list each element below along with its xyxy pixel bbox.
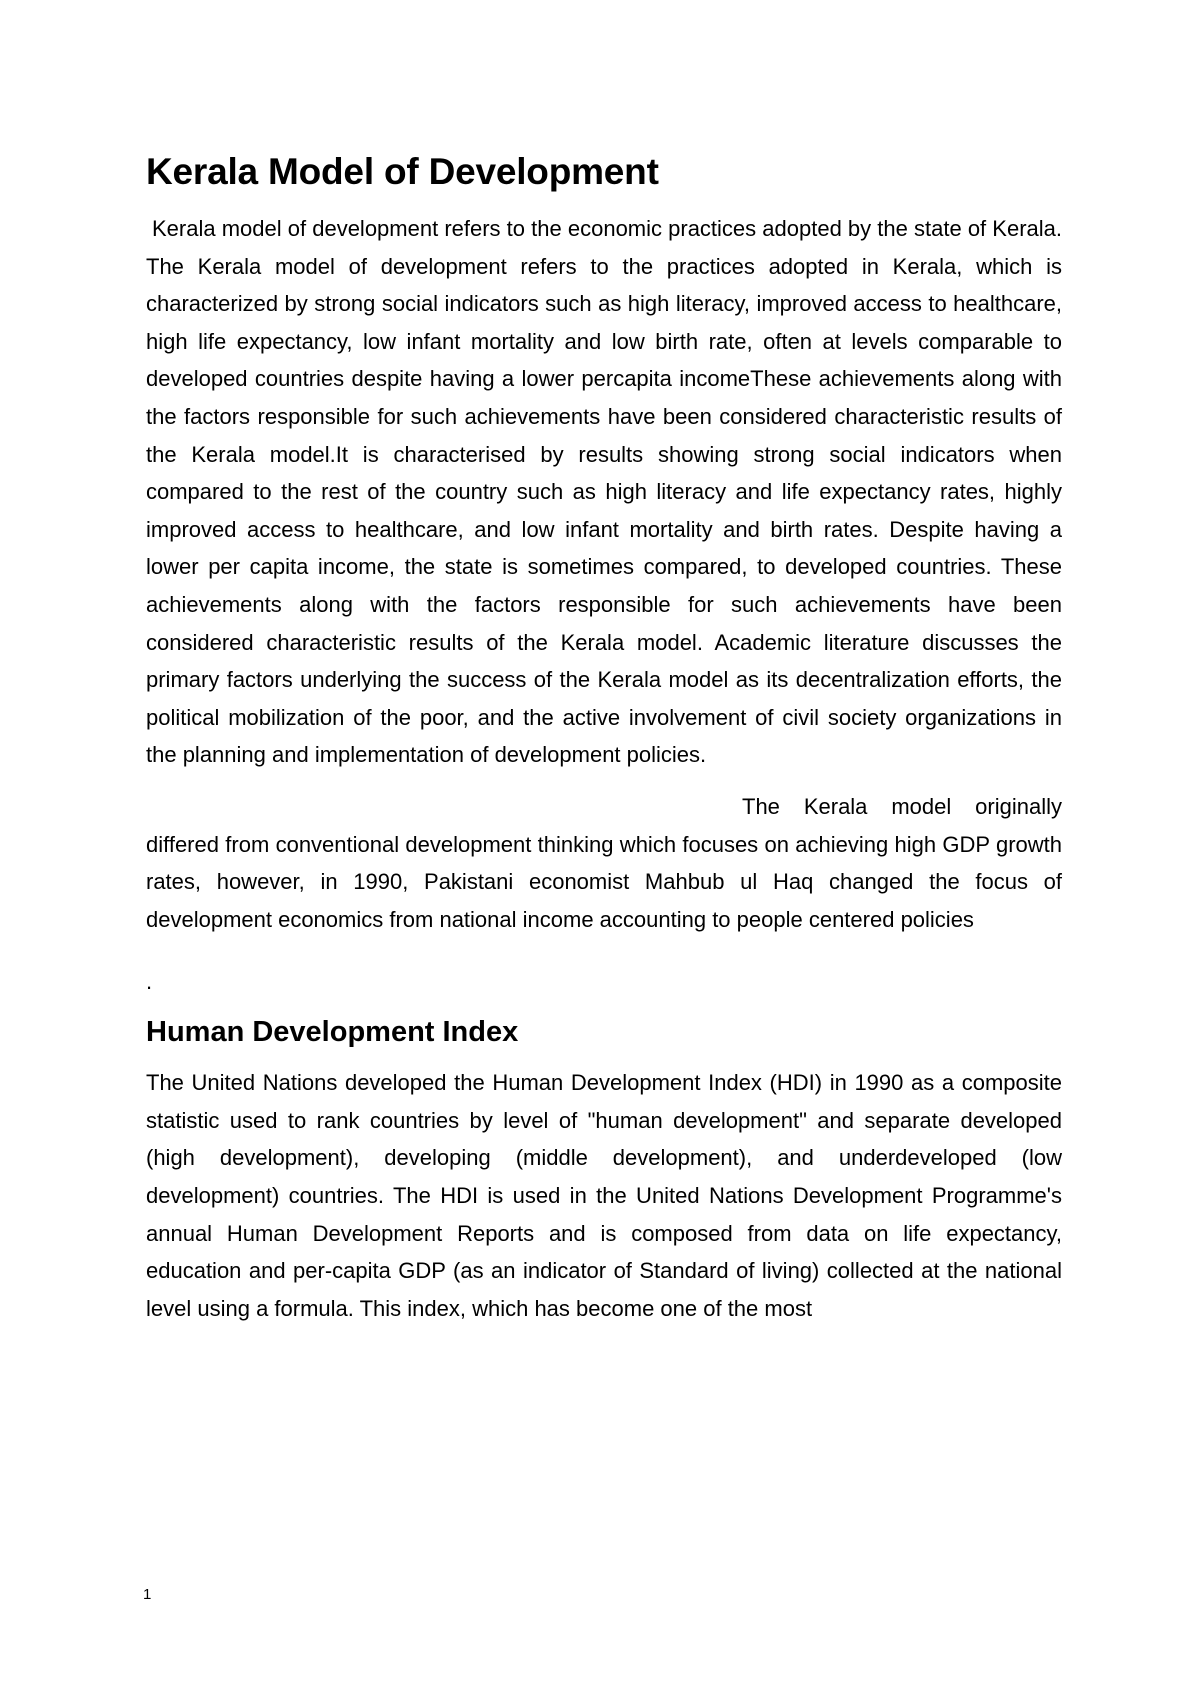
paragraph-kerala-model-originally: The Kerala model originally differed from conventional development thinking which focuses on achieving high GDP growth rates, however, in 1990, Pakistani economist Mahbub ul Haq changed the focus of development economics from national income accounting to people centered policies <box>146 793 1062 932</box>
paragraph-hdi: The United Nations developed the Human Development Index (HDI) in 1990 as a composite statistic used to rank countries by level of "human development" and separate developed (high development), developing (middle development), and underdeveloped (low development) countries. The HDI is used in the United Nations Development Programme's annual Human Development Reports and is composed from data on life expectancy, education and per-capita GDP (as an indicator of Standard of living) collected at the national level using a formula. This index, which has become one of the most <box>146 1070 1062 1321</box>
section-title-kerala-model: Kerala Model of Development <box>146 151 659 192</box>
stray-dot: . <box>146 969 153 995</box>
page-content <box>146 148 1062 1327</box>
page-number: 1 <box>143 1586 152 1603</box>
section-title-hdi: Human Development Index <box>146 1016 519 1049</box>
paragraph-kerala-model-intro: Kerala model of development refers to the economic practices adopted by the state of Kerala. The Kerala model of development refers to the practices adopted in Kerala, which is characterized by strong social indicators such as high literacy, improved access to healthcare, high life expectancy, low infant mortality and low birth rate, often at levels comparable to developed countries despite having a lower percapita incomeThese achievements along with the factors responsible for such achievements have been considered characteristic results of the Kerala model.It is characterised by results showing strong social indicators when compared to the rest of the country such as high literacy and life expectancy rates, highly improved access to healthcare, and low infant mortality and birth rates. Despite having a lower per capita income, the state is sometimes compared, to developed countries. These achievements along with the factors responsible for such achievements have been considered characteristic results of the Kerala model. Academic literature discusses the primary factors underlying the success of the Kerala model as its decentralization efforts, the political mobilization of the poor, and the active involvement of civil society organizations in the planning and implementation of development policies. <box>146 216 1062 768</box>
